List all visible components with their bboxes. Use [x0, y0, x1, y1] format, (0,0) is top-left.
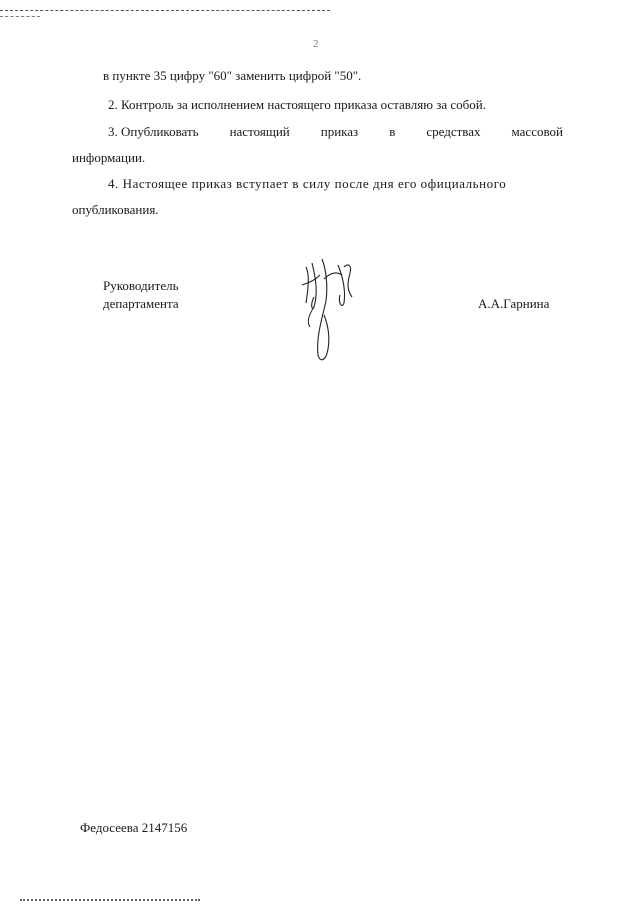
- bottom-dotted-mark: [20, 899, 200, 901]
- handwritten-signature: [292, 245, 372, 370]
- paragraph-1: в пункте 35 цифру "60" заменить цифрой "50".: [103, 68, 362, 83]
- paragraph-3-word: настоящий: [229, 124, 290, 139]
- signer-title-line-2: департамента: [103, 296, 179, 311]
- paragraph-3-word: 3. Опубликовать: [108, 124, 199, 139]
- signer-title-line-1: Руководитель: [103, 278, 179, 293]
- paragraph-4-continuation: опубликования.: [72, 202, 159, 217]
- paragraph-3-word: приказ: [320, 124, 359, 139]
- page-number: 2: [313, 38, 319, 50]
- paragraph-3: [108, 124, 563, 140]
- paragraph-3-continuation: информации.: [72, 150, 146, 165]
- paragraph-4: 4. Настоящее приказ вступает в силу после дня его официального: [108, 176, 507, 191]
- top-dashed-mark: [0, 16, 40, 17]
- document-author-footer: Федосеева 2147156: [80, 820, 188, 835]
- signer-name: А.А.Гарнина: [478, 296, 550, 311]
- top-dashed-line: [0, 10, 330, 11]
- paragraph-3-word: в: [389, 124, 396, 139]
- paragraph-3-word: средствах: [426, 124, 481, 139]
- paragraph-3-word: массовой: [511, 124, 563, 139]
- paragraph-2: 2. Контроль за исполнением настоящего приказа оставляю за собой.: [108, 97, 486, 112]
